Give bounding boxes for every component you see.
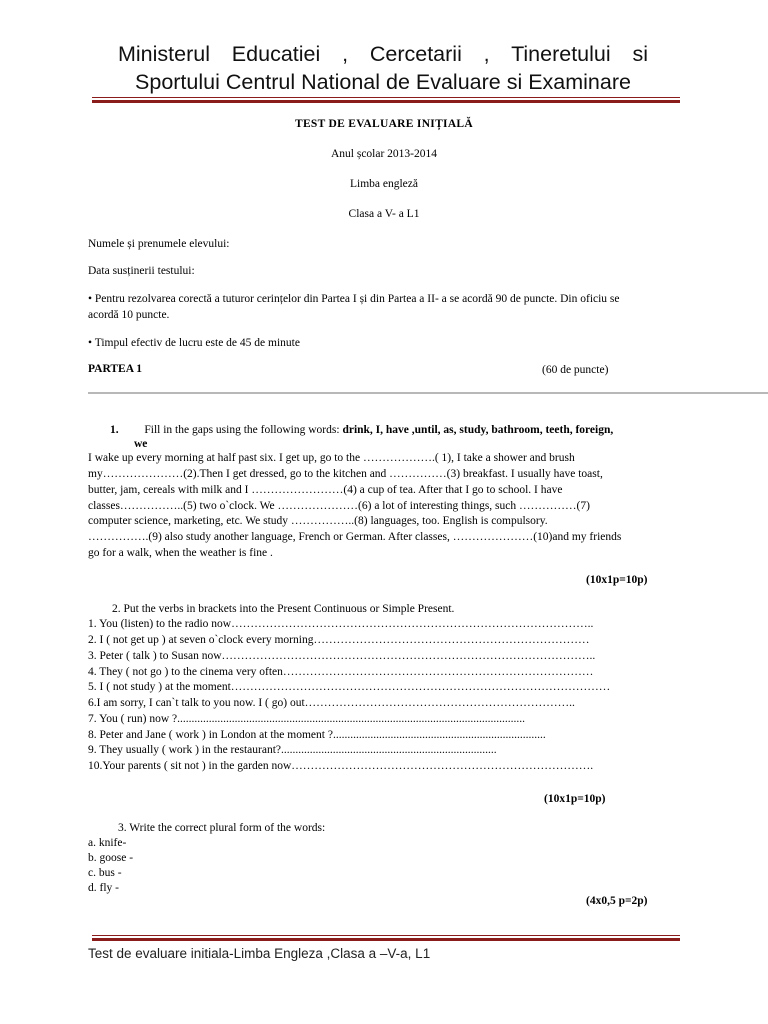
exercise2-item: 4. They ( not go ) to the cinema very often……………………………………………………………………… — [88, 666, 594, 678]
exercise2-item: 2. I ( not get up ) at seven o`clock every morning……………………………………………………………… — [88, 634, 590, 646]
exercise2-item: 7. You ( run) now ?......................................................................................................................... — [88, 713, 525, 725]
school-year: Anul școlar 2013-2014 — [330, 148, 438, 160]
exercise2-instruction: 2. Put the verbs in brackets into the Present Continuous or Simple Present. — [112, 603, 455, 615]
exercise1-heading — [110, 424, 613, 436]
exercise2-item: 1. You (listen) to the radio now………………………………………………………………………………….. — [88, 618, 594, 630]
exercise1-line: my…………………(2).Then I get dressed, go to the kitchen and ……………(3) breakfast. I usually have toast, — [88, 468, 603, 480]
part-label: PARTEA 1 — [88, 363, 143, 375]
exercise2-item: 10.Your parents ( sit not ) in the garden now……………………………………………………………………. — [88, 760, 594, 772]
exercise3-item: a. knife- — [88, 837, 127, 849]
student-name-label: Numele și prenumele elevului: — [88, 238, 230, 250]
exercise1-line: …………….(9) also study another language, French or German. After classes, …………………(10)and my friends — [88, 531, 622, 543]
class-label: Clasa a V- a L1 — [348, 208, 420, 220]
exercise1-line: go for a walk, when the weather is fine . — [88, 547, 273, 559]
exercise2-item: 5. I ( not study ) at the moment……………………………………………………………………………………… — [88, 681, 611, 693]
footer-divider — [92, 935, 680, 941]
exercise1-instruction: Fill in the gaps using the following words: — [144, 424, 343, 436]
exercise1-line: classes……………..(5) two o`clock. We …………………(6) a lot of interesting things, such ……………(7) — [88, 500, 590, 512]
exercise1-words: drink, I, have ,until, as, study, bathroom, teeth, foreign, — [342, 424, 614, 436]
exercise3-item: d. fly - — [88, 882, 119, 894]
header-divider — [92, 97, 680, 103]
exercise1-words-cont: we — [134, 438, 148, 450]
exercise1-line: computer science, marketing, etc. We study ……………..(8) languages, too. English is compulsory. — [88, 515, 548, 527]
exercise1-points: (10x1p=10p) — [586, 574, 648, 586]
test-title: TEST DE EVALUARE INIȚIALĂ — [294, 118, 474, 130]
exercise1-line: butter, jam, cereals with milk and I ……………………(4) a cup of tea. After that I go to school. I have — [88, 484, 563, 496]
exercise2-item: 6.I am sorry, I can`t talk to you now. I ( go) out…………………………………………………………….. — [88, 697, 575, 709]
exercise2-item: 8. Peter and Jane ( work ) in London at the moment ?.......................................................................... — [88, 729, 546, 741]
ministry-header-line1: Ministerul Educatiei , Cercetarii , Tineretului si — [118, 42, 648, 66]
exercise2-item: 9. They usually ( work ) in the restaurant?........................................................................... — [88, 744, 497, 756]
instruction-note-2: • Timpul efectiv de lucru este de 45 de minute — [88, 337, 300, 349]
exercise3-points: (4x0,5 p=2p) — [586, 895, 648, 907]
section-divider — [88, 392, 768, 394]
exercise3-instruction: 3. Write the correct plural form of the words: — [118, 822, 326, 834]
exercise1-number: 1. — [110, 424, 119, 436]
exercise3-item: c. bus - — [88, 867, 122, 879]
instruction-note-1-cont: acordă 10 puncte. — [88, 309, 170, 321]
exercise1-line: I wake up every morning at half past six. I get up, go to the ……………….( 1), I take a shower and brush — [88, 452, 575, 464]
exercise2-points: (10x1p=10p) — [544, 793, 606, 805]
test-date-label: Data susținerii testului: — [88, 265, 195, 277]
exercise3-item: b. goose - — [88, 852, 134, 864]
ministry-header-line2: Sportului Centrul National de Evaluare si Examinare — [135, 70, 631, 94]
page-footer: Test de evaluare initiala-Limba Engleza ,Clasa a –V-a, L1 — [88, 946, 431, 961]
exercise2-item: 3. Peter ( talk ) to Susan now…………………………………………………………………………………….. — [88, 650, 596, 662]
ministry-header — [118, 40, 648, 96]
instruction-note-1: • Pentru rezolvarea corectă a tuturor cerințelor din Partea I și din Partea a II- a se acordă 90 de puncte. Din oficiu se — [88, 293, 620, 305]
part-points: (60 de puncte) — [542, 364, 609, 376]
subject: Limba engleză — [349, 178, 418, 190]
